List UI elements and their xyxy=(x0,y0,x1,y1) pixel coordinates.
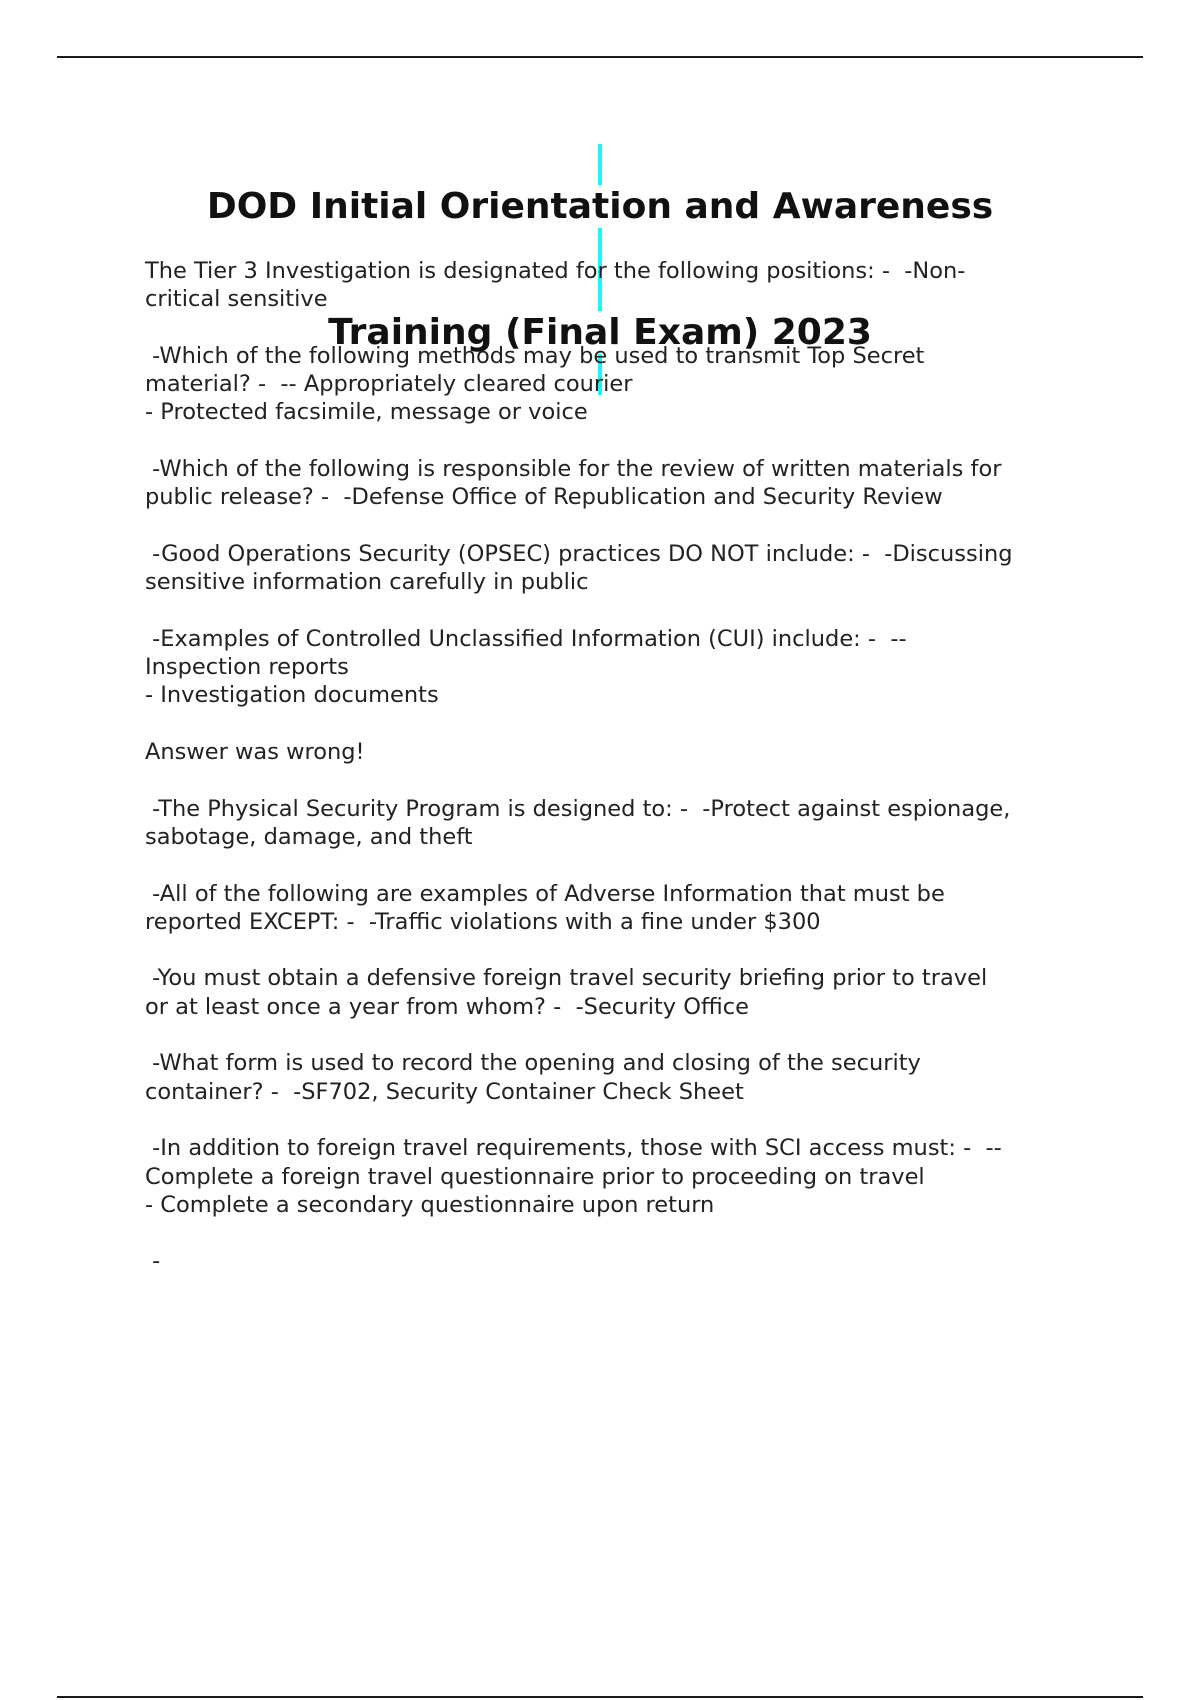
paragraph-line: -All of the following are examples of Adverse Information that must be xyxy=(145,880,945,907)
paragraph-line: - xyxy=(145,1248,161,1275)
paragraph-line: - Protected facsimile, message or voice xyxy=(145,399,588,426)
paragraph-line: public release? - -Defense Office of Republication and Security Review xyxy=(145,484,943,511)
document-body xyxy=(145,257,1090,1304)
paragraph-line: sabotage, damage, and theft xyxy=(145,823,473,850)
question-paragraph xyxy=(145,964,1090,1021)
paragraph-line: - Investigation documents xyxy=(145,682,439,709)
paragraph-line: -Which of the following is responsible for the review of written materials for xyxy=(145,456,1002,483)
title-line-2: Training (Final Exam) 2023 xyxy=(328,312,872,353)
paragraph-line: Inspection reports xyxy=(145,654,349,681)
paragraph-line: material? - -- Appropriately cleared courier xyxy=(145,371,633,398)
question-paragraph xyxy=(145,1134,1090,1219)
paragraph-line: The Tier 3 Investigation is designated for the following positions: - -Non- xyxy=(145,258,966,284)
bottom-rule xyxy=(57,1696,1143,1698)
paragraph-line: container? - -SF702, Security Container Check Sheet xyxy=(145,1078,744,1105)
question-paragraph xyxy=(145,625,1090,710)
paragraph-line: sensitive information carefully in public xyxy=(145,569,589,596)
paragraph-line: -The Physical Security Program is designed to: - -Protect against espionage, xyxy=(145,795,1011,822)
question-paragraph xyxy=(145,795,1090,852)
title-line-1: DOD Initial Orientation and Awareness xyxy=(206,186,994,227)
paragraph-line: critical sensitive xyxy=(145,286,328,313)
paragraph-line: -What form is used to record the opening and closing of the security xyxy=(145,1050,921,1077)
paragraph-line: Answer was wrong! xyxy=(145,739,365,766)
question-paragraph xyxy=(145,540,1090,597)
paragraph-line: - Complete a secondary questionnaire upon return xyxy=(145,1191,715,1218)
paragraph-line: or at least once a year from whom? - -Security Office xyxy=(145,993,749,1020)
question-paragraph xyxy=(145,455,1090,512)
paragraph-line: -Which of the following methods may be used to transmit Top Secret xyxy=(145,342,925,369)
paragraph-line: Complete a foreign travel questionnaire prior to proceeding on travel xyxy=(145,1163,925,1190)
question-paragraph xyxy=(145,342,1090,427)
question-paragraph xyxy=(145,880,1090,937)
question-paragraph xyxy=(145,738,1090,766)
question-paragraph xyxy=(145,1247,1090,1275)
paragraph-line: -In addition to foreign travel requirements, those with SCI access must: - -- xyxy=(145,1135,1002,1162)
paragraph-line: -Good Operations Security (OPSEC) practices DO NOT include: - -Discussing xyxy=(145,540,1013,567)
paragraph-line: reported EXCEPT: - -Traffic violations with a fine under $300 xyxy=(145,908,821,935)
paragraph-line: -You must obtain a defensive foreign travel security briefing prior to travel xyxy=(145,965,988,992)
paragraph-line: -Examples of Controlled Unclassified Information (CUI) include: - -- xyxy=(145,625,907,652)
question-paragraph xyxy=(145,257,1090,314)
question-paragraph xyxy=(145,1049,1090,1106)
top-rule xyxy=(57,56,1143,58)
document-title-text xyxy=(0,144,1200,269)
